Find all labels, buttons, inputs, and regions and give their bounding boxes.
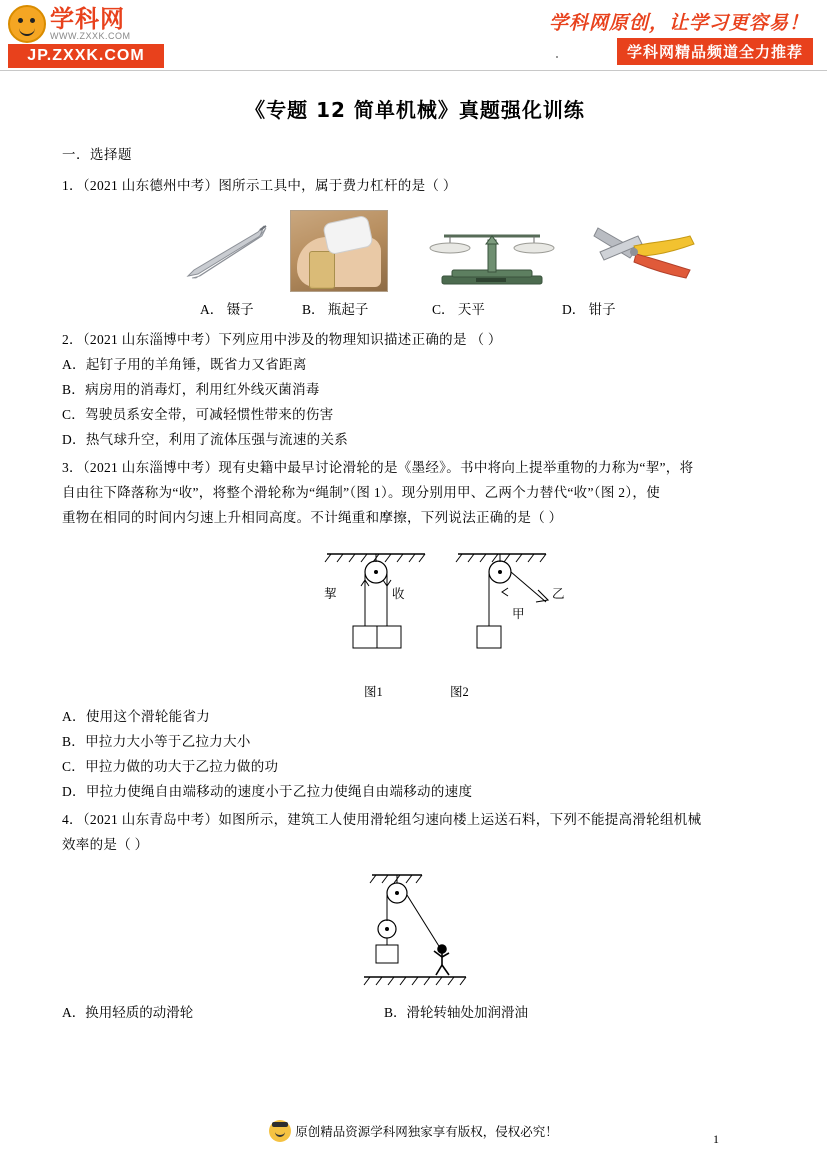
q4-option-a: A．换用轻质的动滑轮 (62, 1005, 194, 1020)
q1-option-d: D． 钳子 (562, 302, 616, 317)
fig2-label-jia: 甲 (512, 607, 525, 621)
document-body (62, 94, 768, 1028)
logo-domain-bar: JP.ZXXK.COM (8, 44, 164, 68)
question-1-figures (62, 206, 768, 298)
footer-copyright-row (269, 1120, 558, 1142)
page-header-banner (0, 0, 827, 72)
logo-title: 学科网 (50, 5, 125, 33)
page-number: 1 (713, 1132, 719, 1146)
pulley-figure-1 (317, 540, 435, 672)
pulley-system-worker-figure (350, 865, 480, 993)
q2-option-b: B．病房用的消毒灯，利用红外线灭菌消毒 (62, 382, 320, 397)
fig1-label-qie: 挈 (324, 587, 337, 601)
page-title: 《专题 12 简单机械》真题强化训练 (245, 98, 585, 122)
question-3-figures (62, 540, 768, 680)
header-slogan: 学科网原创，让学习更容易！ (548, 12, 809, 34)
figure-2-caption: 图2 (450, 685, 469, 699)
question-2 (62, 327, 768, 452)
section-heading-choice: 一．选择题 (62, 147, 132, 162)
q3-option-c: C．甲拉力做的功大于乙拉力做的功 (62, 759, 279, 774)
question-1 (62, 173, 768, 324)
question-1-stem: 1．（2021 山东德州中考）图所示工具中，属于费力杠杆的是（ ） (62, 178, 457, 193)
question-4 (62, 807, 768, 1025)
question-2-stem: 2．（2021 山东淄博中考）下列应用中涉及的物理知识描述正确的是 （ ） (62, 332, 502, 347)
tweezers-icon (182, 220, 272, 284)
logo-text-group (50, 7, 131, 41)
question-3-stem-line-1: 3．（2021 山东淄博中考）现有史籍中最早讨论滑轮的是《墨经》。书中将向上提举重物的力称为“挈”，将 (62, 460, 694, 475)
q4-option-b: B．滑轮转轴处加润滑油 (384, 1005, 529, 1020)
balance-scale-icon (428, 214, 556, 290)
question-3-stem-line-3: 重物在相同的时间内匀速上升相同高度。不计绳重和摩擦，下列说法正确的是（ ） (62, 510, 563, 525)
question-1-option-labels (62, 298, 768, 324)
q1-option-b: B． 瓶起子 (302, 302, 369, 317)
q3-option-d: D．甲拉力使绳自由端移动的速度小于乙拉力使绳自由端移动的速度 (62, 784, 473, 799)
smiley-face-icon (8, 5, 46, 43)
page-footer (0, 1120, 827, 1147)
header-divider (0, 70, 827, 71)
question-4-figure (62, 865, 768, 995)
q3-option-b: B．甲拉力大小等于乙拉力大小 (62, 734, 251, 749)
question-3 (62, 455, 768, 804)
q2-option-a: A．起钉子用的羊角锤，既省力又省距离 (62, 357, 307, 372)
q1-option-c: C． 天平 (432, 302, 485, 317)
question-4-stem-line-2: 效率的是（ ） (62, 837, 149, 852)
figure-1-caption: 图1 (364, 685, 383, 699)
q3-option-a: A．使用这个滑轮能省力 (62, 709, 211, 724)
q2-option-c: C．驾驶员系安全带，可减轻惯性带来的伤害 (62, 407, 334, 422)
site-logo (8, 4, 168, 66)
bottle-shape (309, 251, 335, 289)
graduate-cap-icon (269, 1120, 291, 1142)
fig2-label-yi: 乙 (552, 587, 565, 601)
header-promo-badge: 学科网精品频道全力推荐 (617, 38, 813, 65)
q1-option-a: A． 镊子 (200, 302, 254, 317)
logo-subtitle: WWW.ZXXK.COM (50, 31, 131, 41)
q2-option-d: D．热气球升空，利用了流体压强与流速的关系 (62, 432, 349, 447)
bottle-opener-photo (290, 210, 388, 292)
fig1-label-shou: 收 (392, 587, 405, 601)
footer-copyright-text: 原创精品资源学科网独家享有版权，侵权必究！ (295, 1125, 558, 1139)
question-4-options (62, 1001, 768, 1025)
decorative-dot (556, 56, 558, 58)
question-3-figure-captions (62, 682, 768, 704)
question-4-stem-line-1: 4．（2021 山东青岛中考）如图所示，建筑工人使用滑轮组匀速向楼上运送石料，下列不能提高滑轮组机械 (62, 812, 702, 827)
question-3-stem-line-2: 自由往下降落称为“收”，将整个滑轮称为“绳制”（图 1）。现分别用甲、乙两个力替代“收”（图 2），使 (62, 485, 660, 500)
logo-mark-row (8, 4, 164, 44)
pliers-icon (590, 216, 700, 288)
